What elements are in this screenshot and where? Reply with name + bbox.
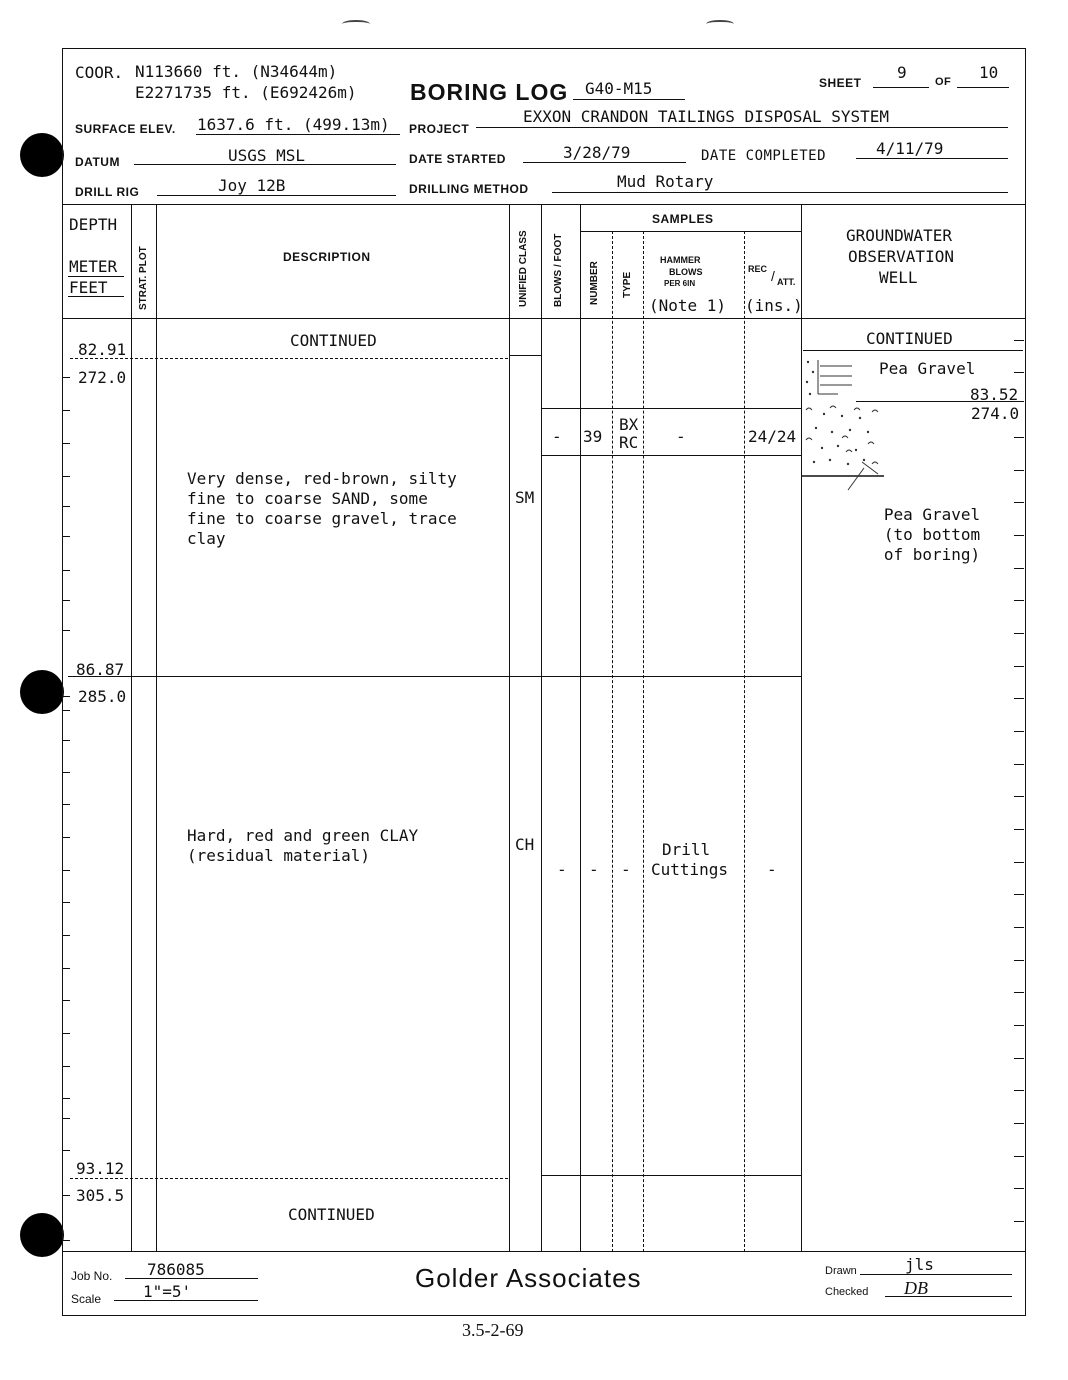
project-value: EXXON CRANDON TAILINGS DISPOSAL SYSTEM <box>523 107 890 126</box>
well-depth-feet: 274.0 <box>971 404 1020 423</box>
continued-top: CONTINUED <box>290 331 377 350</box>
cuttings-type: - <box>621 860 631 879</box>
sample-39-type-1: BX <box>619 415 639 434</box>
feet-heading: FEET <box>69 278 108 297</box>
cuttings-number: - <box>589 860 599 879</box>
sample-39-blows: - <box>552 427 562 446</box>
well-continued: CONTINUED <box>866 329 953 348</box>
hammer-heading-3: PER 6IN <box>664 279 696 288</box>
number-heading: NUMBER <box>589 261 600 305</box>
description-heading: DESCRIPTION <box>283 250 371 264</box>
drill-rig-value: Joy 12B <box>218 176 286 195</box>
scale-value: 1"=5' <box>143 1282 192 1301</box>
punch-hole-middle <box>20 670 64 714</box>
sheet-number: 9 <box>897 63 907 82</box>
document-title: BORING LOG <box>410 79 569 105</box>
meter-heading: METER <box>69 257 118 276</box>
depth-3-feet: 305.5 <box>76 1186 125 1205</box>
strat-plot-heading: STRAT. PLOT <box>138 246 149 310</box>
date-started-label: DATE STARTED <box>409 152 506 166</box>
date-completed-label: DATE COMPLETED <box>701 148 827 164</box>
rec-heading: REC <box>748 264 768 274</box>
drilling-method-label: DRILLING METHOD <box>409 182 529 196</box>
blows-foot-heading: BLOWS / FOOT <box>553 233 564 307</box>
att-heading: ATT. <box>777 277 796 287</box>
checked-initials: DB <box>904 1278 928 1298</box>
depth-2-feet: 285.0 <box>78 687 127 706</box>
cuttings-hammer-2: Cuttings <box>651 860 729 879</box>
job-no-value: 786085 <box>147 1260 205 1279</box>
coor-east: E2271735 ft. (E692426m) <box>135 83 357 102</box>
drilling-method-value: Mud Rotary <box>617 172 714 191</box>
binding-mark-left <box>342 20 370 28</box>
sample-39-hammer: - <box>676 427 686 446</box>
well-pea-gravel-label: Pea Gravel <box>879 359 976 378</box>
layer-boundary-1 <box>70 358 508 359</box>
boring-id: G40-M15 <box>585 79 653 98</box>
project-label: PROJECT <box>409 122 470 136</box>
coor-label: COOR. <box>75 63 124 82</box>
hammer-note: (Note 1) <box>649 296 727 315</box>
depth-1-meters: 82.91 <box>78 340 127 359</box>
job-no-label: Job No. <box>71 1269 113 1283</box>
sheet-label: SHEET <box>819 76 862 90</box>
type-heading: TYPE <box>622 271 633 298</box>
drawn-label: Drawn <box>825 1265 857 1277</box>
samples-heading: SAMPLES <box>652 212 714 226</box>
layer-2-class: CH <box>515 835 535 854</box>
rec-slash: / <box>771 268 775 284</box>
sample-39-rec: 24/24 <box>748 427 797 446</box>
of-label: OF <box>935 76 952 88</box>
gw-heading-1: GROUNDWATER <box>846 226 952 245</box>
drill-rig-label: DRILL RIG <box>75 185 140 199</box>
rec-unit: (ins.) <box>745 296 803 315</box>
layer-1-class: SM <box>515 488 535 507</box>
well-depth-meters: 83.52 <box>970 385 1019 404</box>
coor-north: N113660 ft. (N34644m) <box>135 62 338 81</box>
depth-3-meters: 93.12 <box>76 1159 125 1178</box>
cuttings-rec: - <box>767 860 777 879</box>
depth-1-feet: 272.0 <box>78 368 127 387</box>
cuttings-hammer-1: Drill <box>662 840 711 859</box>
checked-label: Checked <box>825 1286 869 1298</box>
punch-hole-bottom <box>20 1213 64 1257</box>
depth-2-meters: 86.87 <box>76 660 125 679</box>
layer-1-description: Very dense, red-brown, silty fine to coarse SAND, some fine to coarse gravel, trace clay <box>187 469 457 548</box>
cuttings-blows: - <box>557 860 567 879</box>
sample-39-type-2: RC <box>619 433 639 452</box>
layer-boundary-2 <box>68 676 801 677</box>
company-name: Golder Associates <box>415 1263 642 1293</box>
scale-label: Scale <box>71 1292 102 1306</box>
gw-heading-3: WELL <box>879 268 918 287</box>
date-started-value: 3/28/79 <box>563 143 631 162</box>
datum-label: DATUM <box>75 155 120 169</box>
punch-hole-top <box>20 133 64 177</box>
continued-bottom: CONTINUED <box>288 1205 375 1224</box>
layer-boundary-3 <box>70 1178 508 1179</box>
well-gravel-sketch <box>802 352 902 494</box>
surface-elev-label: SURFACE ELEV. <box>75 122 176 136</box>
depth-heading: DEPTH <box>69 215 118 234</box>
binding-mark-right <box>706 20 734 28</box>
unified-class-heading: UNIFIED CLASS <box>518 230 529 307</box>
page-number: 3.5-2-69 <box>462 1320 524 1340</box>
surface-elev-value: 1637.6 ft. (499.13m) <box>197 115 390 134</box>
sheet-total: 10 <box>979 63 999 82</box>
gw-heading-2: OBSERVATION <box>848 247 954 266</box>
hammer-heading-2: BLOWS <box>669 267 703 277</box>
date-completed-value: 4/11/79 <box>876 139 944 158</box>
drawn-value: jls <box>905 1255 934 1274</box>
well-note: Pea Gravel (to bottom of boring) <box>883 505 981 564</box>
sample-39-number: 39 <box>583 427 603 446</box>
layer-2-description: Hard, red and green CLAY (residual material) <box>187 826 419 865</box>
hammer-heading-1: HAMMER <box>660 255 701 265</box>
datum-value: USGS MSL <box>228 146 306 165</box>
